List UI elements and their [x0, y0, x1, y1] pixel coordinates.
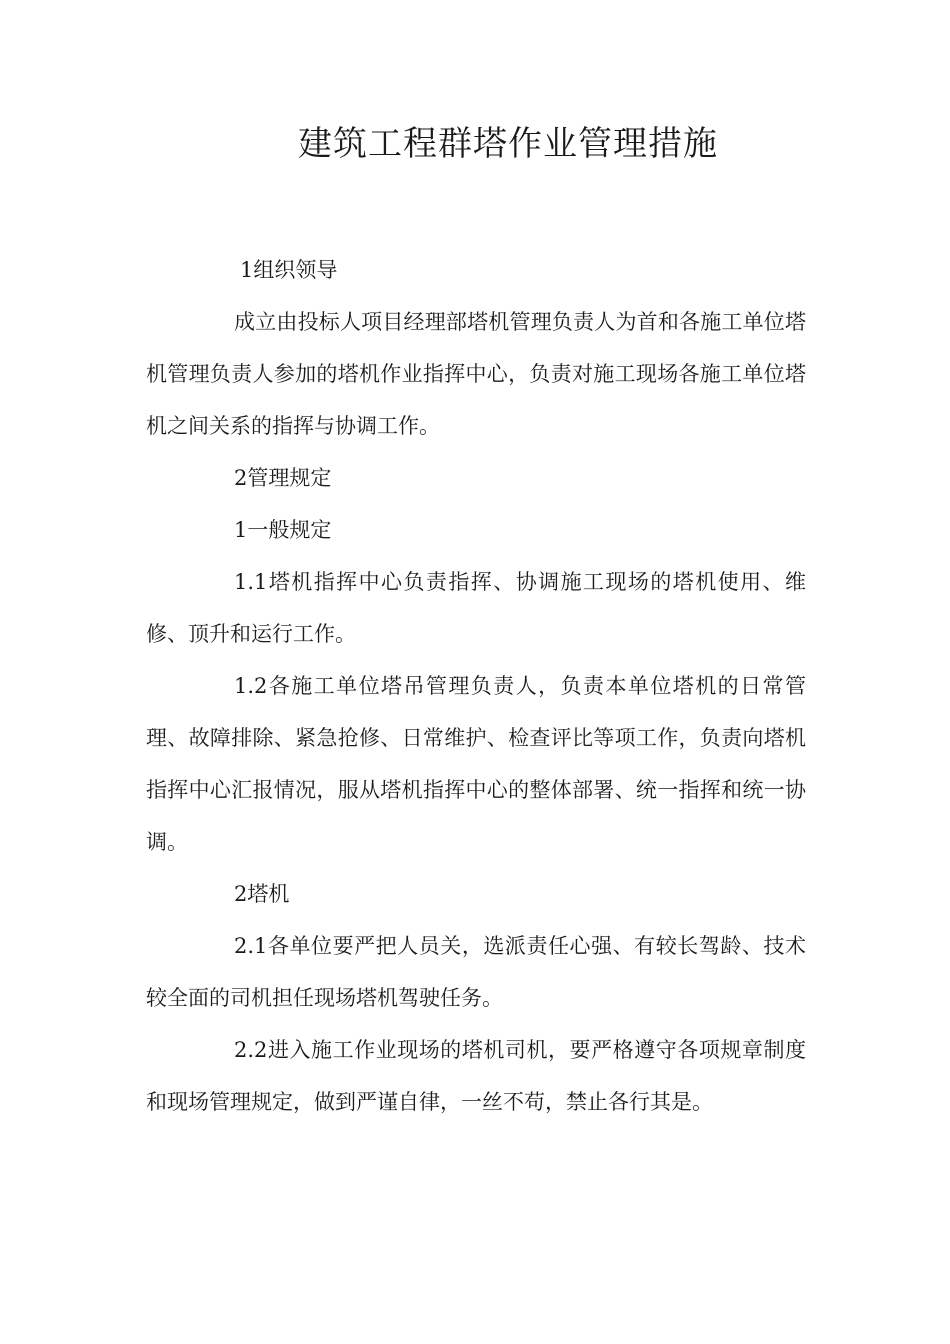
paragraph: 2.1各单位要严把人员关，选派责任心强、有较长驾龄、技术较全面的司机担任现场塔机驾驶任务。: [146, 934, 806, 1010]
section-heading-management-rules: 2管理规定: [234, 466, 332, 490]
subsection-heading-tower-crane: 2塔机: [234, 882, 290, 906]
paragraph: 2.2进入施工作业现场的塔机司机，要严格遵守各项规章制度和现场管理规定，做到严谨自律，一丝不苟，禁止各行其是。: [146, 1038, 806, 1114]
document-title: 建筑工程群塔作业管理措施: [298, 124, 718, 164]
paragraph: 成立由投标人项目经理部塔机管理负责人为首和各施工单位塔机管理负责人参加的塔机作业指挥中心，负责对施工现场各施工单位塔机之间关系的指挥与协调工作。: [146, 310, 806, 438]
document-body: [146, 244, 806, 1128]
subsection-heading-general-rules: 1一般规定: [234, 518, 332, 542]
section-heading-organization: 1组织领导: [240, 258, 338, 282]
paragraph: 1.1塔机指挥中心负责指挥、协调施工现场的塔机使用、维修、顶升和运行工作。: [146, 570, 806, 646]
paragraph: 1.2各施工单位塔吊管理负责人，负责本单位塔机的日常管理、故障排除、紧急抢修、日常维护、检查评比等项工作，负责向塔机指挥中心汇报情况，服从塔机指挥中心的整体部署、统一指挥和统一协调。: [146, 674, 806, 854]
